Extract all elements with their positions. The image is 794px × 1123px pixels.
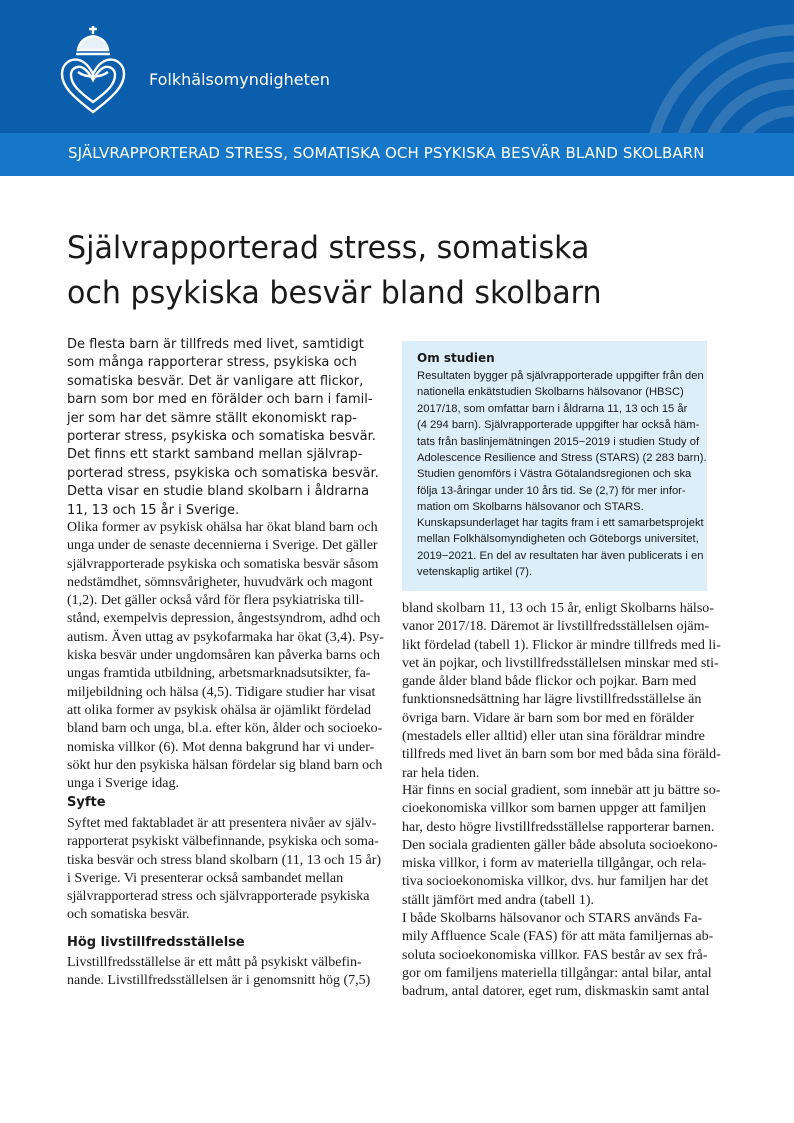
lead-line: Det finns ett starkt samband mellan självrap- — [67, 447, 363, 463]
text-line: I både Skolbarns hälsovanor och STARS används Fa- — [402, 911, 703, 926]
text-line: miljebildning och hälsa (4,5). Tidigare studier har visat — [67, 684, 376, 700]
text-line: kiska besvär under ungdomsåren kan påverka barns och — [67, 648, 380, 664]
lead-line: somatiska besvär. Det är vanligare att flickor, — [67, 373, 364, 389]
text-line: Studien genomförs i Västra Götalandsregionen och ska — [417, 468, 692, 481]
text-line: Olika former av psykisk ohälsa har ökat bland barn och — [67, 520, 378, 535]
text-line: vetenskaplig artikel (7). — [417, 566, 533, 579]
text-line: unga under de senaste decennierna i Sverige. Det gäller — [67, 538, 378, 554]
intro-paragraph — [67, 519, 397, 793]
lead-line: Detta visar en studie bland skolbarn i åldrarna — [67, 484, 370, 500]
text-line: (1,2). Det gäller också vård för flera psykiatriska till- — [67, 593, 365, 609]
text-line: bland skolbarn 11, 13 och 15 år, enligt Skolbarns hälso- — [402, 601, 714, 616]
text-line: mily Affluence Scale (FAS) för att mäta familjernas ab- — [402, 929, 714, 945]
text-line: funktionsnedsättning har lägre livstillfredsställelse än — [402, 692, 702, 708]
lead-paragraph — [67, 336, 395, 520]
text-line: och somatiska besvär. — [67, 907, 190, 923]
text-line: Resultaten bygger på självrapporterade uppgifter från den — [417, 370, 704, 382]
text-line: bland barn och unga, bl.a. efter kön, ålder och socioeko- — [67, 721, 383, 737]
text-line: självrapporterade psykiska och somatiska besvär såsom — [67, 556, 379, 572]
title-line: och psykiska besvär bland skolbarn — [67, 275, 602, 311]
text-line: badrum, antal datorer, eget rum, diskmaskin samt antal — [402, 984, 710, 1000]
text-line: gande ålder bland både flickor och pojkar. Barn med — [402, 674, 697, 690]
right-paragraph-2 — [402, 782, 732, 910]
syfte-paragraph — [67, 815, 397, 925]
text-line: likt fördelad (tabell 1). Flickor är mindre tillfreds med li- — [402, 637, 721, 653]
text-line: (mestadels eller alltid) eller utan sina föräldrar mindre — [402, 729, 705, 745]
text-line: tiva socioekonomiska villkor, dvs. hur familjen har det — [402, 874, 709, 890]
right-paragraph-3 — [402, 910, 732, 1001]
text-line: rar hela tiden. — [402, 765, 480, 781]
lead-line: porterad stress, psykiska och somatiska besvär. — [67, 465, 379, 481]
text-line: 2019−2021. En del av resultaten har även publicerats i en — [417, 549, 704, 562]
right-paragraph-1 — [402, 600, 732, 783]
syfte-heading: Syfte — [67, 795, 106, 810]
text-line: tiska besvär och stress bland skolbarn (11, 13 och 15 år) — [67, 852, 382, 868]
header-banner — [0, 0, 794, 133]
text-line: cioekonomiska villkor som barnen uppger att familjen — [402, 801, 707, 817]
text-line: nande. Livstillfredsställelsen är i genomsnitt hög (7,5) — [67, 973, 371, 989]
text-line: stånd, exempelvis depression, ångestsyndrom, adhd och — [67, 611, 381, 627]
text-line: gor om familjens materiella tillgångar: antal bilar, antal — [402, 965, 712, 981]
text-line: har, desto högre livstillfredsställelse rapporterar barnen. — [402, 819, 715, 835]
lead-line: De flesta barn är tillfreds med livet, samtidigt — [67, 337, 364, 352]
livstill-paragraph — [67, 954, 397, 991]
study-box-paragraph — [417, 368, 707, 516]
text-line: soluta socioekonomiska villkor. FAS består av sex frå- — [402, 947, 708, 963]
text-line: Här finns en social gradient, som innebär att ju bättre so- — [402, 783, 721, 798]
title-line: Självrapporterad stress, somatiska — [67, 230, 590, 266]
band-title: SJÄLVRAPPORTERAD STRESS, SOMATISKA OCH PSYKISKA BESVÄR BLAND SKOLBARN — [68, 144, 705, 162]
decorative-arcs-icon — [594, 0, 794, 133]
page-title — [67, 226, 727, 316]
text-line: miska villkor, i form av materiella tillgångar, och rela- — [402, 856, 707, 872]
study-box-heading: Om studien — [417, 351, 495, 365]
lead-line: porterar stress, psykiska och somatiska besvär. — [67, 429, 376, 445]
text-line: nomiska villkor (6). Mot denna bakgrund har vi under- — [67, 739, 375, 755]
text-line: vet än pojkar, och livstillfredsställelsen minskar med sti- — [402, 655, 719, 671]
text-line: Den sociala gradienten gäller både absoluta socioekono- — [402, 837, 718, 853]
text-line: självrapporterad stress och självrapporterade psykiska — [67, 889, 370, 905]
agency-name: Folkhälsomyndigheten — [149, 70, 330, 89]
lead-line: barn som bor med en förälder och barn i famil- — [67, 392, 373, 408]
crown-heart-logo-icon — [58, 24, 128, 114]
text-line: övriga barn. Vidare är barn som bor med en förälder — [402, 710, 695, 726]
text-line: följa 13-åringar under 10 års tid. Se (2,7) för mer infor- — [417, 484, 686, 497]
text-line: ungas framtida utbildning, arbetsmarknadsutsikter, fa- — [67, 666, 371, 682]
study-box-paragraph — [417, 515, 704, 581]
text-line: nedstämdhet, sömnsvårigheter, huvudvärk och magont — [67, 574, 373, 590]
text-line: Kunskapsunderlaget har tagits fram i ett samarbetsprojekt — [417, 517, 704, 529]
text-line: (4 294 barn). Självrapporterade uppgifter har också häm- — [417, 419, 700, 432]
text-line: vanor 2017/18. Däremot är livstillfredsställelsen ojäm- — [402, 619, 710, 635]
text-line: autism. Även uttag av psykofarmaka har ökat (3,4). Psy- — [67, 629, 384, 645]
text-line: 2017/18, som omfattar barn i åldrarna 11, 13 och 15 år — [417, 402, 688, 415]
text-line: tillfreds med livet än barn som bor med båda sina föräld- — [402, 747, 721, 763]
text-line: unga i Sverige idag. — [67, 776, 179, 792]
text-line: i Sverige. Vi presenterar också sambandet mellan — [67, 870, 344, 886]
text-line: nationella enkätstudien Skolbarns hälsovanor (HBSC) — [417, 386, 684, 399]
text-line: att olika former av psykisk ohälsa är ojämlikt fördelad — [67, 702, 372, 718]
text-line: mation om Skolbarns hälsovanor och STARS. — [417, 501, 644, 514]
text-line: tats från baslinjemätningen 2015−2019 i studien Study of — [417, 435, 700, 448]
text-line: Syftet med faktabladet är att presentera nivåer av själv- — [67, 816, 377, 831]
livstill-heading: Hög livstillfredsställelse — [67, 935, 245, 950]
text-line: ställt jämfört med andra (tabell 1). — [402, 892, 595, 908]
lead-line: jer som har det sämre ställt ekonomiskt rap- — [67, 410, 357, 426]
text-line: sökt hur den psykiska hälsan fördelar sig bland barn och — [67, 757, 383, 773]
text-line: Adolescence Resilience and Stress (STARS) (2 283 barn). — [417, 452, 707, 465]
lead-line: 11, 13 och 15 år i Sverige. — [67, 502, 240, 518]
text-line: Livstillfredsställelse är ett mått på psykiskt välbefin- — [67, 955, 362, 970]
text-line: rapporterat psykiskt välbefinnande, psykiska och soma- — [67, 834, 379, 850]
text-line: mellan Folkhälsomyndigheten och Göteborgs universitet, — [417, 533, 699, 546]
lead-line: som många rapporterar stress, psykiska och — [67, 355, 357, 371]
